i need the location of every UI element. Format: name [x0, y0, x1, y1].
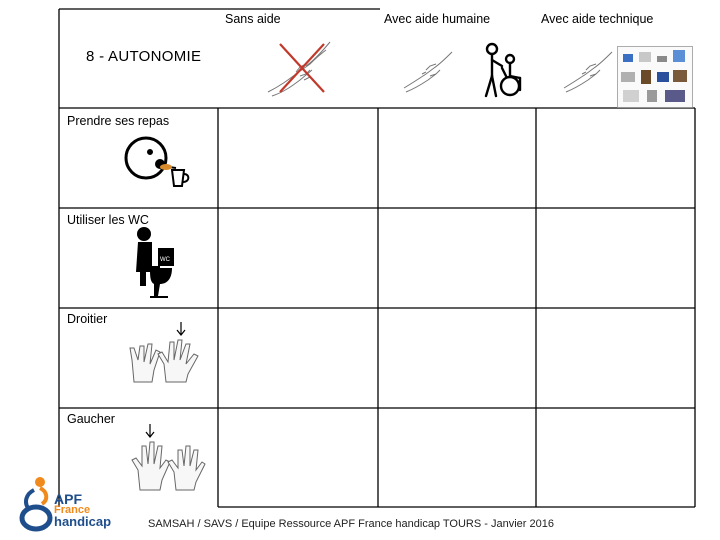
footer-credit: SAMSAH / SAVS / Equipe Ressource APF France handicap TOURS - Janvier 2016 [148, 518, 554, 530]
logo-text-apf: APF [54, 491, 82, 507]
left-hand-icon [130, 420, 206, 494]
toilet-icon [132, 226, 178, 298]
column-header-avec-aide-technique: Avec aide technique [541, 12, 654, 26]
section-title: 8 - AUTONOMIE [86, 48, 202, 65]
row-label-utiliser-les-wc: Utiliser les WC [67, 213, 149, 227]
right-hand-icon [128, 320, 200, 386]
hands-helping-icon [562, 48, 614, 92]
row-label-prendre-ses-repas: Prendre ses repas [67, 114, 170, 128]
logo-text-handicap: handicap [54, 514, 112, 529]
hands-crossed-out-icon [266, 36, 336, 100]
apf-logo-icon [18, 472, 56, 532]
eating-icon [120, 134, 192, 188]
hands-helping-icon [402, 48, 454, 92]
row-label-gaucher: Gaucher [67, 412, 115, 426]
wheelchair-assistance-icon [480, 42, 526, 98]
logo-text-france: France [54, 504, 91, 516]
row-label-droitier: Droitier [67, 312, 108, 326]
column-header-sans-aide: Sans aide [225, 12, 281, 26]
technical-aids-collage-icon [617, 46, 693, 108]
wc-sign-label: WC [160, 257, 170, 263]
column-header-avec-aide-humaine: Avec aide humaine [384, 12, 491, 26]
